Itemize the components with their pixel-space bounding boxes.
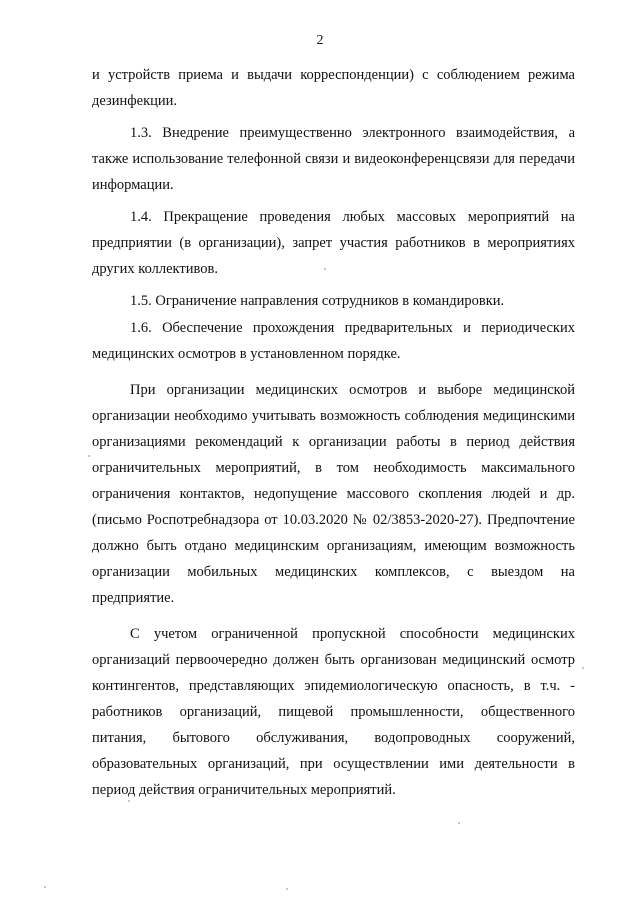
scan-speck	[582, 667, 584, 669]
paragraph-1-6: 1.6. Обеспечение прохождения предварительных и периодических медицинских осмотров в установленном порядке.	[92, 320, 575, 362]
paragraph-1-5: 1.5. Ограничение направления сотрудников в командировки.	[130, 293, 505, 309]
scan-speck	[458, 822, 460, 824]
scan-speck	[44, 886, 46, 888]
scan-speck	[88, 455, 90, 457]
scan-speck	[286, 888, 288, 890]
document-body	[92, 62, 575, 803]
paragraph-1-3: 1.3. Внедрение преимущественно электронного взаимодействия, а также использование телефонной связи и видеоконференцсвязи для передачи информации.	[92, 125, 575, 193]
page-number: 2	[316, 33, 324, 48]
paragraph-continuation: и устройств приема и выдачи корреспонденции) с соблюдением режима дезинфекции.	[92, 67, 575, 109]
scan-speck	[128, 800, 130, 802]
paragraph-1-4: 1.4. Прекращение проведения любых массовых мероприятий на предприятии (в организации), запрет участия работников в мероприятиях других коллективов.	[92, 209, 575, 277]
scan-speck	[324, 268, 326, 270]
paragraph-medical-exams: При организации медицинских осмотров и выборе медицинской организации необходимо учитывать возможность соблюдения медицинскими организациями рекомендаций к организации работы в период действия ограничительных мероприятий, в том необходимость максимального ограничения контактов, недопущение массового скопления людей и др. (письмо Роспотребнадзора от 10.03.2020 № 02/3853-2020-27). Предпочтение должно быть отдано медицинским организациям, имеющим возможность организации мобильных медицинских комплексов, с выездом на предприятие.	[92, 382, 575, 606]
paragraph-priority-exams: С учетом ограниченной пропускной способности медицинских организаций первоочередно должен быть организован медицинский осмотр контингентов, представляющих эпидемиологическую опасность, в т.ч. - работников организаций, пищевой промышленности, общественного питания, бытового обслуживания, водопроводных сооружений, образовательных организаций, при осуществлении ими деятельности в период действия ограничительных мероприятий.	[92, 626, 575, 798]
